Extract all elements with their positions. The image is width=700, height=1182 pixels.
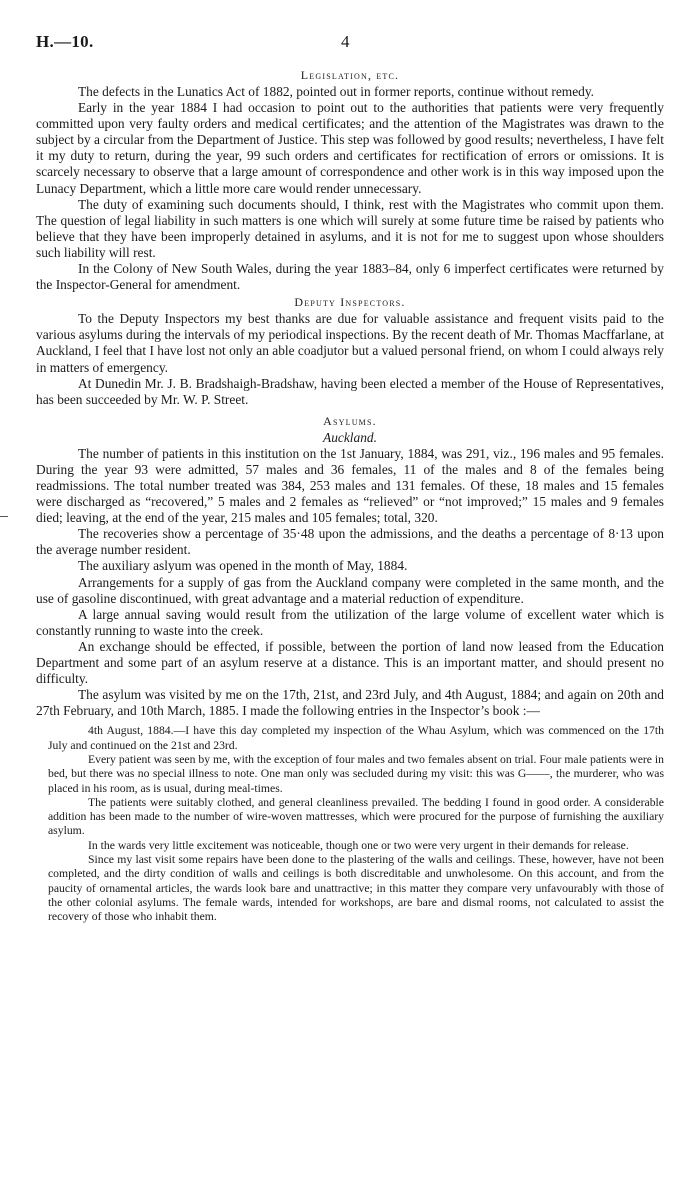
paragraph: In the Colony of New South Wales, during the year 1883–84, only 6 imperfect certificates were returned by the Inspector-General for amendment.: [36, 261, 664, 293]
page-header: [36, 32, 664, 52]
quoted-entry: 4th August, 1884.—I have this day completed my inspection of the Whau Asylum, which was commenced on the 17th July and continued on the 21st and 23rd.: [48, 724, 664, 752]
page-number: 4: [341, 32, 350, 51]
section-heading-legislation: Legislation, etc.: [300, 68, 400, 82]
quoted-entry: Since my last visit some repairs have been done to the plastering of the walls and ceilings. These, however, have not been completed, and the dirty condition of walls and ceilings is both discreditable and unwholesome. On this account, and from the paucity of ornamental articles, the wards look bare and unattractive; in this matter they compare very unfavourably with those of the other colonial asylums. The female wards, intended for workshops, are bare and dismal rooms, not calculated to assist the recovery of those who inhabit them.: [48, 853, 664, 924]
paragraph: A large annual saving would result from the utilization of the large volume of excellent water which is constantly running to waste into the creek.: [36, 606, 664, 638]
paragraph: The number of patients in this institution on the 1st January, 1884, was 291, viz., 196 males and 95 females. During the year 93 were admitted, 57 males and 36 females, 11 of the males and 8 of the females being readmissions. The total number treated was 384, 253 males and 131 females. Of these, 18 males and 15 females were discharged as “recovered,” 5 males and 2 females as “relieved” or “not improved;” 15 males and 9 females died; leaving, at the end of the year, 215 males and 105 females; total, 320.: [36, 445, 664, 526]
margin-mark: [0, 516, 8, 517]
paragraph: Early in the year 1884 I had occasion to point out to the authorities that patients were very frequently committed upon very faulty orders and medical certificates; and the attention of the Magistrates was drawn to the subject by a circular from the Department of Justice. This step was followed by good results; nevertheless, I have felt it my duty to return, during the year, 99 such orders and certificates for rectification of errors or omissions. It is scarcely necessary to observe that a large amount of correspondence and other work is in this way imposed upon the Lunacy Department, which a little more care would render unnecessary.: [36, 100, 664, 196]
paragraph: The recoveries show a percentage of 35·48 upon the admissions, and the deaths a percentage of 8·13 upon the average number resident.: [36, 526, 664, 558]
paragraph: The duty of examining such documents should, I think, rest with the Magistrates who commit upon them. The question of legal liability in such matters is one which will surely at some future time be raised by patients who believe that they have been improperly detained in asylums, and it is not for me to suggest upon whose shoulders such liability will rest.: [36, 196, 664, 260]
quoted-entry: The patients were suitably clothed, and general cleanliness prevailed. The bedding I found in good order. A considerable addition has been made to the number of wire-woven mattresses, which were procured for the purpose of furnishing the auxiliary asylum.: [48, 795, 664, 838]
quoted-entry: In the wards very little excitement was noticeable, though one or two were very urgent in their demands for release.: [88, 838, 629, 852]
paragraph: The asylum was visited by me on the 17th, 21st, and 23rd July, and 4th August, 1884; and again on 20th and 27th February, and 10th March, 1885. I made the following entries in the Inspector’s book :—: [36, 687, 664, 719]
section-heading-asylums: Asylums.: [323, 413, 377, 428]
paragraph: The defects in the Lunatics Act of 1882, pointed out in former reports, continue without remedy.: [78, 84, 595, 99]
paragraph: An exchange should be effected, if possible, between the portion of land now leased from the Education Department and some part of an asylum reserve at a distance. This is an important matter, and should present no difficulty.: [36, 638, 664, 687]
paragraph: Arrangements for a supply of gas from the Auckland company were completed in the same month, and the use of gasoline discontinued, with great advantage and a material reduction of expenditure.: [36, 574, 664, 606]
paragraph: To the Deputy Inspectors my best thanks are due for valuable assistance and frequent visits paid to the various asylums during the intervals of my periodical inspections. By the recent death of Mr. Thomas Macffarlane, at Auckland, I feel that I have lost not only an able coadjutor but a valued personal friend, on whom I could always rely in matters of emergency.: [36, 311, 664, 375]
document-body: [36, 66, 664, 925]
quoted-entry: Every patient was seen by me, with the exception of four males and two females absent on trial. Four male patients were in bed, but there was no special illness to note. One man only was secluded during my visit: this was G——, the murderer, who was placed in his room, as is usual, during meal-times.: [48, 752, 664, 795]
paragraph: At Dunedin Mr. J. B. Bradshaigh-Bradshaw, having been elected a member of the House of Representatives, has been succeeded by Mr. W. P. Street.: [36, 375, 664, 407]
section-heading-deputy-inspectors: Deputy Inspectors.: [294, 295, 406, 310]
paragraph: The auxiliary aslyum was opened in the month of May, 1884.: [78, 558, 408, 574]
subsection-heading-auckland: Auckland.: [323, 429, 377, 445]
paper-reference: H.—10.: [36, 32, 94, 51]
